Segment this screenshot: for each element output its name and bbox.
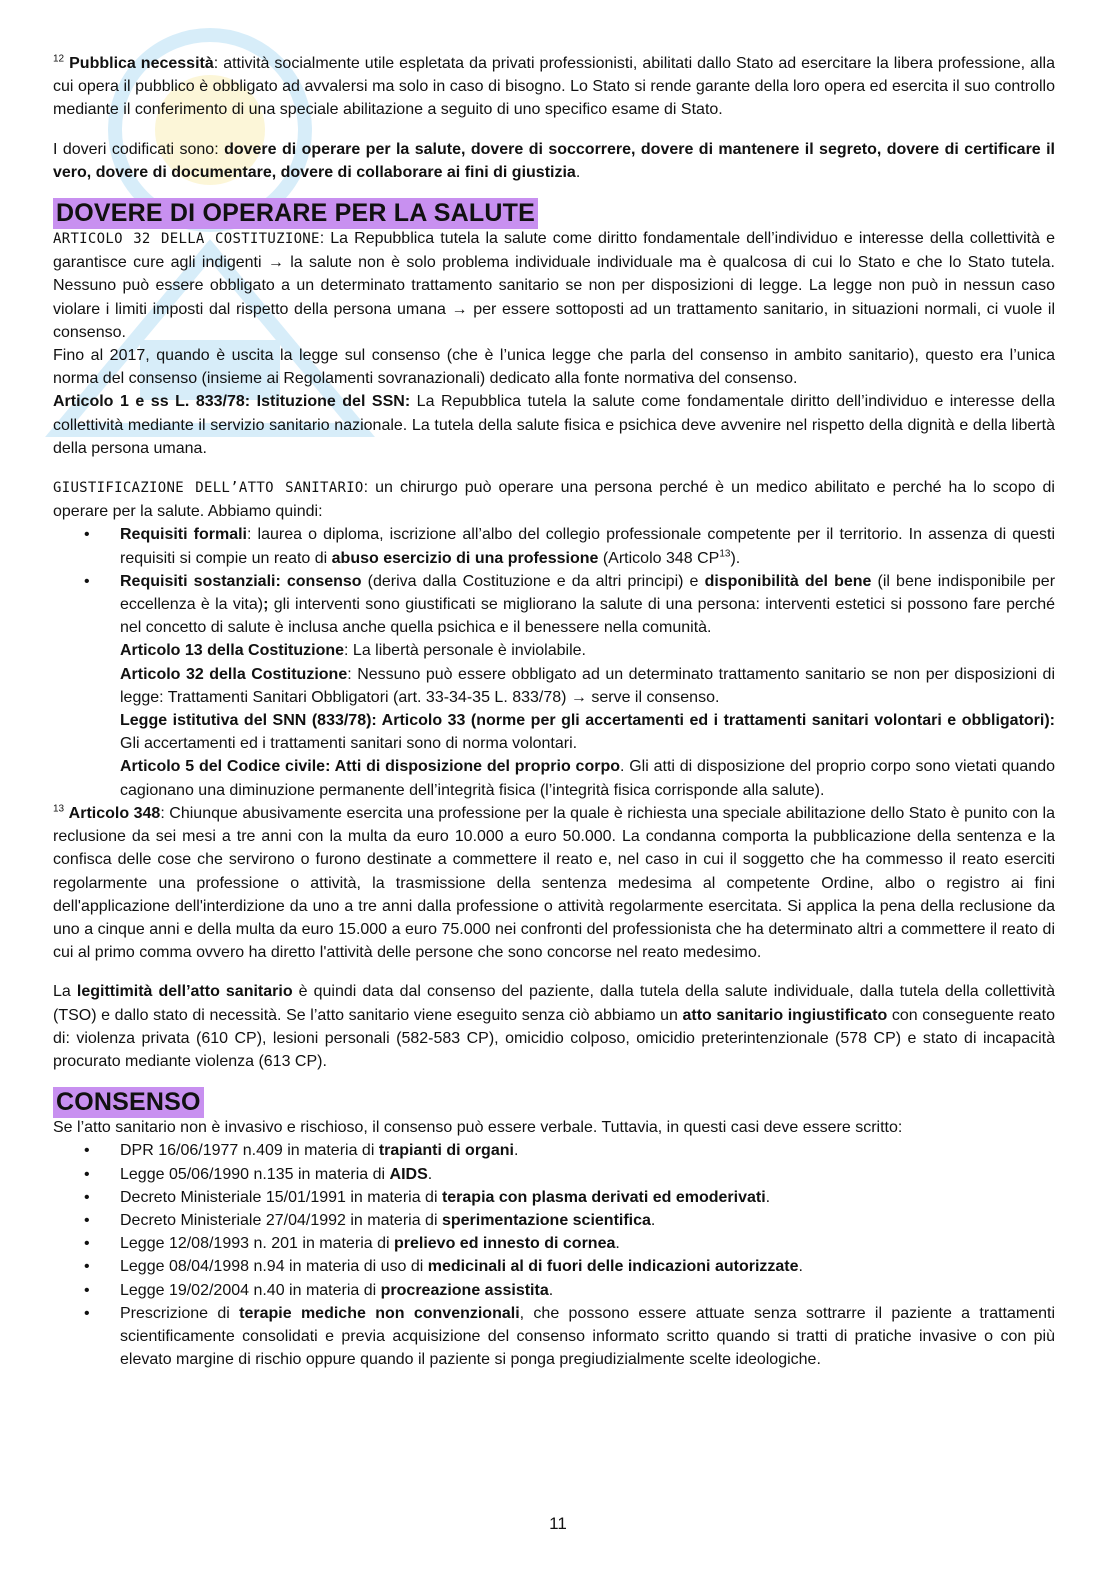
footnote-12: $^{12}$ Pubblica necessità: attività socialmente utile espletata da privati professionisti, abilitati dallo Stato ad esercitare la libera professione, alla cui opera il pubblico è obbligato ad avvalersi ma solo in caso di bisogno. Lo Stato si rende garante della loro opera ed esercita il suo controllo mediante il conferimento di una speciale abilitazione a seguito di uno specifico esame di Stato. [53,53,1056,119]
articolo-1-paragraph: Articolo 1 e ss L. 833/78: Istituzione del SSN: La Repubblica tutela la salute come fondamentale diritto dell’individuo e interesse della collettività mediante il servizio sanitario nazionale. La tutela della salute fisica e psichica deve avvenire nel rispetto della dignità e della libertà della persona umana. [53,393,1056,457]
bullet-icon: • [84,1235,90,1253]
footnote-13: $^{13}$ Articolo 348: Chiunque abusivamente esercita una professione per la quale è richiesta una speciale abilitazione dello Stato è punito con la reclusione da sei mesi a tre anni con la multa da euro 10.000 a euro 50.000. La condanna comporta la pubblicazione della sentenza e la confisca delle cose che servirono o furono destinate a commettere il reato e, nel caso in cui il soggetto che ha commesso il reato eserciti regolarmente una professione o attività, la trasmissione della sentenza medesima al competente Ordine, albo o registro ai fini dell'applicazione dell'interdizione da uno a tre anni dalla professione o attività regolarmente esercitata. Si applica la pena della reclusione da uno a cinque anni e della multa da euro 15.000 a euro 75.000 nei confronti del professionista che ha determinato altri a commettere il reato di cui al primo comma ovvero ha diretto l'attività delle persone che sono concorse nel reato medesimo. [53,803,1055,962]
duties-paragraph: I doveri codificati sono: dovere di operare per la salute, dovere di soccorrere, dovere di mantenere il segreto, dovere di certificare il vero, dovere di documentare, dovere di collaborare ai fini di giustizia. [53,140,1056,181]
bullet-icon: • [84,572,90,590]
articolo-13-line: Articolo 13 della Costituzione: La libertà personale è inviolabile. [120,642,586,660]
section-heading: CONSENSO [53,1087,204,1118]
articolo-32-label: ARTICOLO 32 DELLA COSTITUZIONE [53,231,320,248]
page-number: 11 [549,1514,567,1533]
legittimita-paragraph: La legittimità dell’atto sanitario è quindi data dal consenso del paziente, dalla tutela della salute individuale, dalla tutela della collettività (TSO) e dallo stato di necessità. Se l’atto sanitario viene eseguito senza ciò abbiamo un atto sanitario ingiustificato con conseguente reato di: violenza privata (610 CP), lesioni personali (582-583 CP), omicidio colposo, omicidio preterintenzionale (578 CP) e stato di incapacità procurato mediante violenza (613 CP). [53,983,1056,1070]
list-item: • DPR 16/06/1977 n.409 in materia di trapianti di organi. [53,1139,1055,1162]
list-item: • Legge 12/08/1993 n. 201 in materia di prelievo ed innesto di cornea. [53,1232,1055,1255]
consenso-intro: Se l’atto sanitario non è invasivo e rischioso, il consenso può essere verbale. Tuttavia, in questi casi deve essere scritto: [53,1119,903,1137]
footnote-number: 13 [53,803,65,815]
consenso-list [53,1139,1055,1371]
giustificazione-paragraph: GIUSTIFICAZIONE DELL’ATTO SANITARIO: un chirurgo può operare una persona perché è un medico abilitato e perché ha lo scopo di operare per la salute. Abbiamo quindi: [53,479,1055,521]
list-item: • Legge 05/06/1990 n.135 in materia di AIDS. [53,1163,1055,1186]
heading-dovere-operare [53,184,1055,227]
bullet-icon: • [84,1165,90,1183]
list-item: • Legge 19/02/2004 n.40 in materia di procreazione assistita. [53,1279,1055,1302]
paragraph-2017: Fino al 2017, quando è uscita la legge sul consenso (che è l’unica legge che parla del consenso in ambito sanitario), questo era l’unica norma del consenso (insieme ai Regolamenti sovranazionali) dedicato alla fonte normativa del consenso. [53,347,1055,388]
bullet-icon: • [84,1281,90,1299]
bullet-icon: • [84,1304,90,1322]
footnote-number: 12 [53,53,65,65]
term-pubblica-necessita: Pubblica necessità [69,55,214,72]
bullet-icon: • [84,1258,90,1276]
heading-consenso [53,1073,1055,1116]
list-item: • Prescrizione di terapie mediche non convenzionali, che possono essere attuate senza sottrarre il paziente a trattamenti scientificamente consolidati e previa acquisizione del consenso informato scritto quando si tratti di pratiche invasive o con più elevato margine di rischio oppure quando il paziente si ponga pregiudizialmente scelte ideologiche. [53,1302,1055,1372]
list-item: • Decreto Ministeriale 15/01/1991 in materia di terapia con plasma derivati ed emoderivati. [53,1186,1055,1209]
articolo-32-line: Articolo 32 della Costituzione: Nessuno può essere obbligato ad un determinato trattamento sanitario se non per disposizioni di legge: Trattamenti Sanitari Obbligatori (art. 33-34-35 L. 833/78) → serve il consenso. [120,665,1056,706]
list-item-requisiti-formali: • Requisiti formali: laurea o diploma, iscrizione all’albo del collegio professionale competente per il territorio. In assenza di questi requisiti si compie un reato di abuso esercizio di una professione (Articolo 348 CP$^{13}$). [53,523,1055,569]
bullet-icon: • [84,1188,90,1206]
bullet-icon: • [84,526,90,544]
section-heading: DOVERE DI OPERARE PER LA SALUTE [53,198,538,229]
document-page [53,52,1055,1371]
list-item: • Decreto Ministeriale 27/04/1992 in materia di sperimentazione scientifica. [53,1209,1055,1232]
list-item-requisiti-sostanziali: • Requisiti sostanziali: consenso (deriva dalla Costituzione e da altri principi) e disponibilità del bene (il bene indisponibile per eccellenza è la vita); gli interventi sono giustificati se migliorano la salute di una persona: interventi estetici si possono fare perché nel concetto di salute è inclusa anche quella psichica e il benessere nella comunità. [53,570,1055,640]
list-item: • Legge 08/04/1998 n.94 in materia di uso di medicinali al di fuori delle indicazioni autorizzate. [53,1255,1055,1278]
legge-snn-line: Legge istitutiva del SNN (833/78): Articolo 33 (norme per gli accertamenti ed i trattamenti sanitari volontari e obbligatori): Gli accertamenti ed i trattamenti sanitari sono di norma volontari. [120,712,1055,753]
bullet-icon: • [84,1142,90,1160]
articolo-32-paragraph: ARTICOLO 32 DELLA COSTITUZIONE: La Repubblica tutela la salute come diritto fondamentale dell’individuo e interesse della collettività e garantisce cure agli indigenti → la salute non è solo problema individuale individuale ma è qualcosa di cui lo Stato e che lo Stato tutela. Nessuno può essere obbligato a un determinato trattamento sanitario se non per disposizioni di legge. La legge non può in nessun caso violare i limiti imposti dal rispetto della persona umana → per essere sottoposti ad un trattamento sanitario, in situazioni normali, ci vuole il consenso. [53,230,1055,341]
articolo-5-line: Articolo 5 del Codice civile: Atti di disposizione del proprio corpo. Gli atti di disposizione del proprio corpo sono vietati quando cagionano una diminuzione permanente dell’integrità fisica (l’integrità fisica corrisponde alla salute). [120,758,1055,799]
giustificazione-label: GIUSTIFICAZIONE DELL’ATTO SANITARIO [53,480,364,497]
requisiti-list [53,523,1055,639]
bullet-icon: • [84,1211,90,1229]
